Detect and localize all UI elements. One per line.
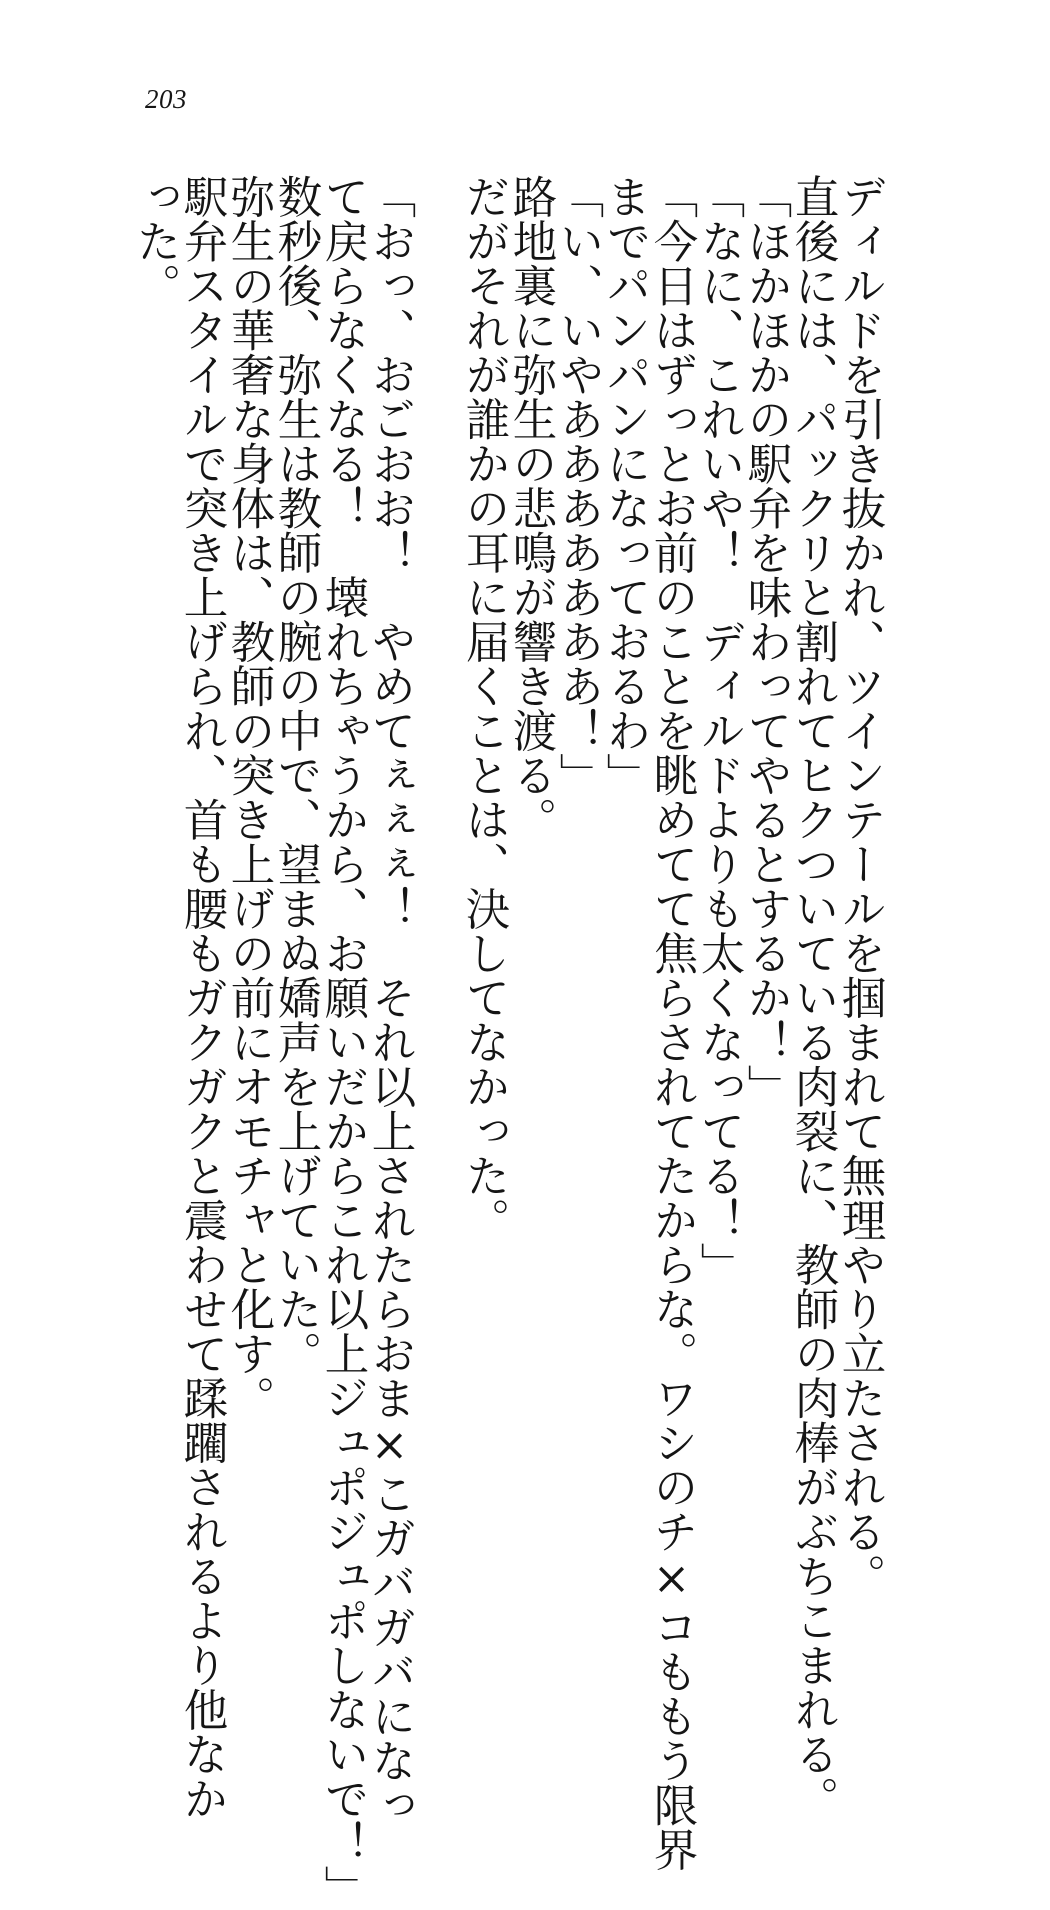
text-line: った。 [129, 174, 180, 308]
text-line: て戻らなくなる！ 壊れちゃうから、お願いだからこれ以上ジュポジュポしないで！」 [317, 174, 368, 1910]
blank-line [413, 174, 459, 1399]
text-line: までパンパンになっておるわ」 [599, 174, 650, 797]
text-line: 直後には、パックリと割れてヒクついている肉裂に、教師の肉棒がぶちこまれる。 [787, 174, 838, 1821]
text-line: ディルドを引き抜かれ、ツインテールを掴まれて無理やり立たされる。 [834, 174, 885, 1598]
text-line: 弥生の華奢な身体は、教師の突き上げの前にオモチャと化す。 [223, 174, 274, 1420]
text-line: 「おっ、おごおお！ やめてぇぇぇ！ それ以上されたらおま×こガバガバになっ [364, 174, 415, 1827]
text-line: 路地裏に弥生の悲鳴が響き渡る。 [505, 174, 556, 842]
text-line: だがそれが誰かの耳に届くことは、決してなかった。 [458, 174, 509, 1242]
text-line: 「ほかほかの駅弁を味わってやるとするか！」 [740, 174, 791, 1109]
page-number: 203 [145, 84, 187, 114]
vertical-text-body [129, 174, 905, 1910]
text-line: 駅弁スタイルで突き上げられ、首も腰もガクガクと震わせて蹂躙されるより他なか [176, 174, 227, 1821]
text-line: 「なに、これいや！ ディルドよりも太くなってる！」 [693, 174, 744, 1287]
text-line: 「い、いやあああああああ！」 [552, 174, 603, 797]
text-line: 「今日はずっとお前のことを眺めてて焦らされてたからな。ワシのチ×コももう限界 [646, 174, 697, 1872]
text-line: 数秒後、弥生は教師の腕の中で、望まぬ嬌声を上げていた。 [270, 174, 321, 1376]
